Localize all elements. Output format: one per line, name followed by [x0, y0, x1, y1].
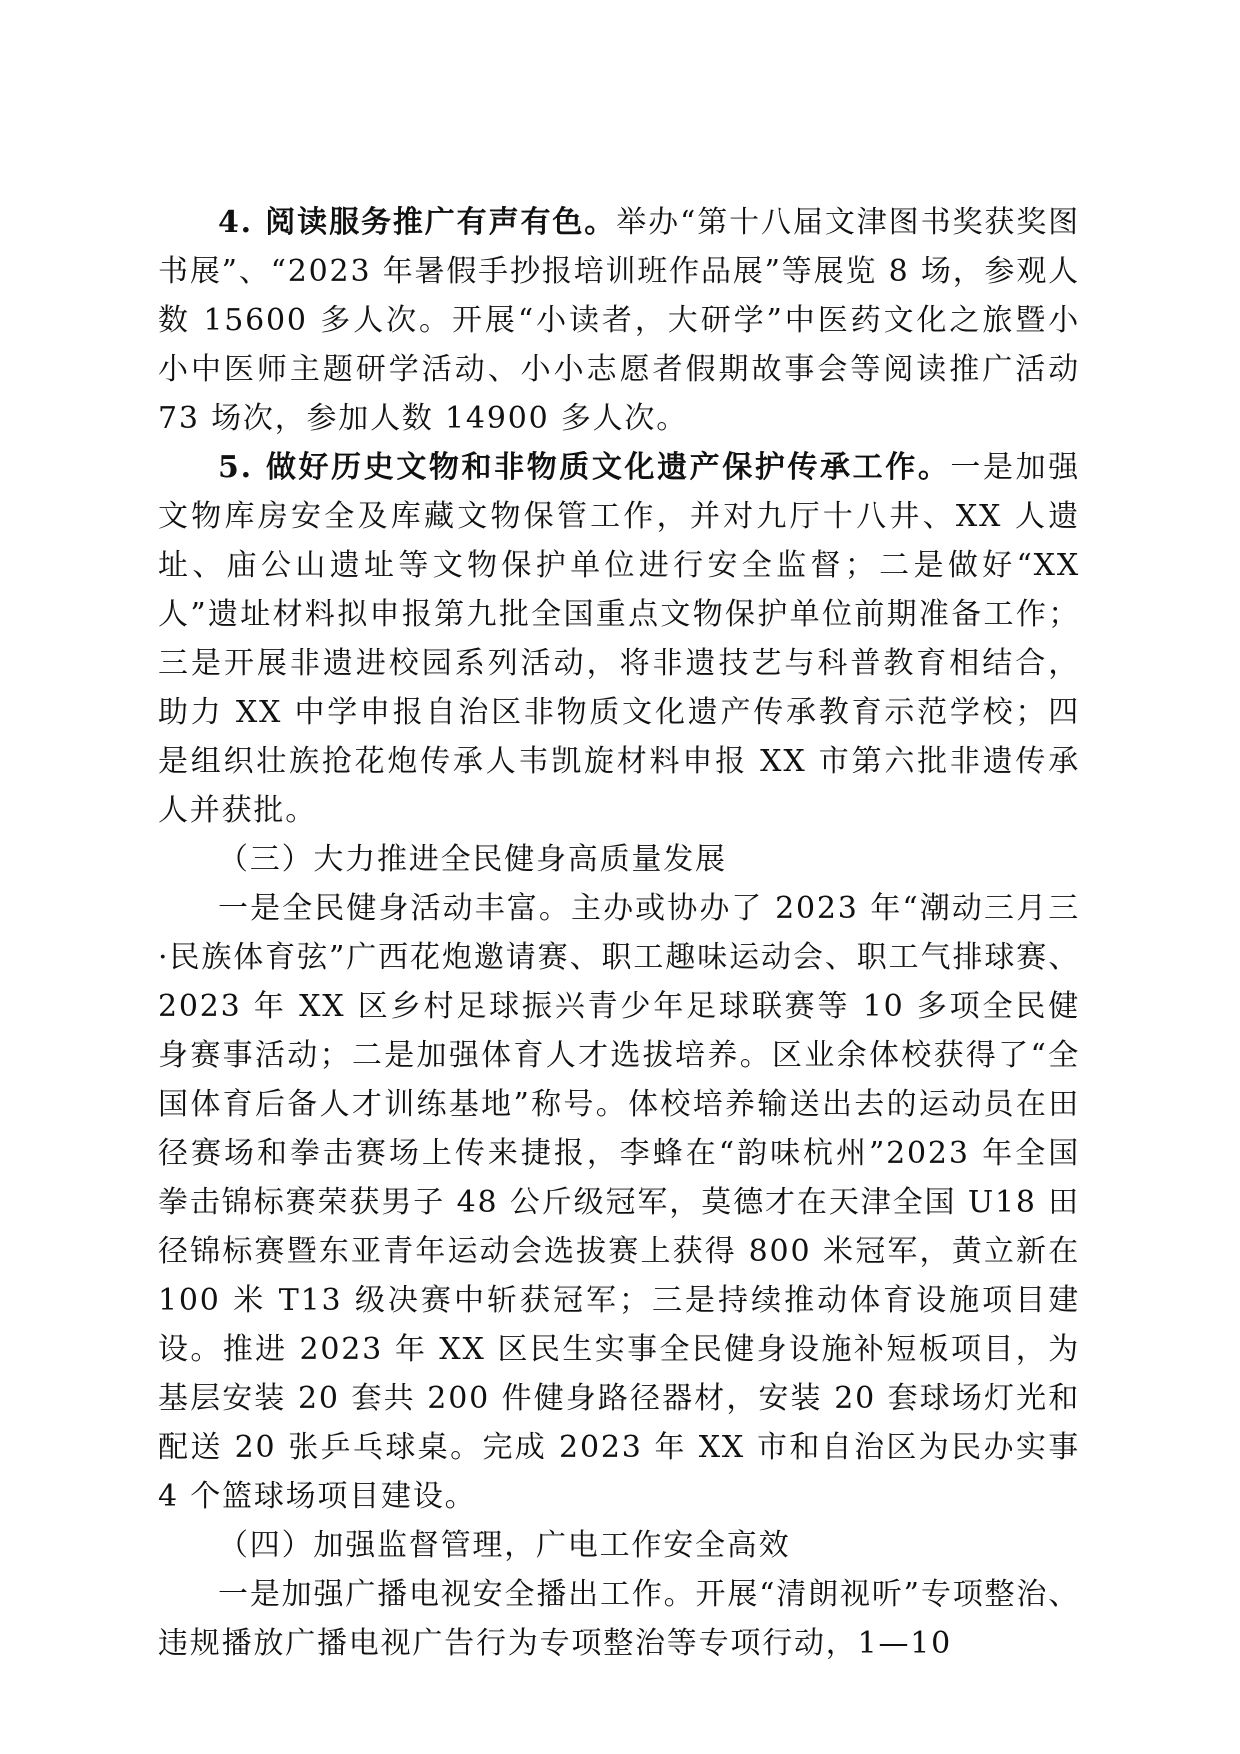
paragraph-heading: 5. 做好历史文物和非物质文化遗产保护传承工作。 [218, 450, 951, 485]
paragraph-heading: 4. 阅读服务推广有声有色。 [218, 205, 617, 240]
paragraph-reading-services [158, 198, 1080, 443]
section-heading-broadcast: （四）加强监督管理，广电工作安全高效 [218, 1528, 791, 1563]
paragraph-heritage-protection [158, 443, 1080, 835]
paragraph-broadcast: 一是加强广播电视安全播出工作。开展“清朗视听”专项整治、违规播放广播电视广告行为专项整治等专项行动，1—10 [158, 1577, 1080, 1661]
paragraph-fitness: 一是全民健身活动丰富。主办或协办了 2023 年“潮动三月三·民族体育弦”广西花炮邀请赛、职工趣味运动会、职工气排球赛、2023 年 XX 区乡村足球振兴青少年足球联赛等 10 多项全民健身赛事活动；二是加强体育人才选拔培养。区业余体校获得了“全国体育后备人才训练基地”称号。体校培养输送出去的运动员在田径赛场和拳击赛场上传来捷报，李蜂在“韵味杭州”2023 年全国拳击锦标赛荣获男子 48 公斤级冠军，莫德才在天津全国 U18 田径锦标赛暨东亚青年运动会选拔赛上获得 800 米冠军，黄立新在 100 米 T13 级决赛中斩获冠军；三是持续推动体育设施项目建设。推进 2023 年 XX 区民生实事全民健身设施补短板项目，为基层安装 20 套共 200 件健身路径器材，安装 20 套球场灯光和配送 20 张乒乓球桌。完成 2023 年 XX 市和自治区为民办实事 4 个篮球场项目建设。 [158, 891, 1080, 1514]
paragraph-body: 一是加强文物库房安全及库藏文物保管工作，并对九厅十八井、XX 人遗址、庙公山遗址等文物保护单位进行安全监督；二是做好“XX 人”遗址材料拟申报第九批全国重点文物保护单位前期准备工作；三是开展非遗进校园系列活动，将非遗技艺与科普教育相结合，助力 XX 中学申报自治区非物质文化遗产传承教育示范学校；四是组织壮族抢花炮传承人韦凯旋材料申报 XX 市第六批非遗传承人并获批。 [158, 450, 1081, 828]
paragraph-body: 举办“第十八届文津图书奖获奖图书展”、“2023 年暑假手抄报培训班作品展”等展览 8 场，参观人数 15600 多人次。开展“小读者，大研学”中医药文化之旅暨小小中医师主题研学活动、小小志愿者假期故事会等阅读推广活动 73 场次，参加人数 14900 多人次。 [158, 205, 1080, 436]
section-heading-fitness: （三）大力推进全民健身高质量发展 [218, 842, 727, 877]
document-body [158, 198, 1080, 1668]
